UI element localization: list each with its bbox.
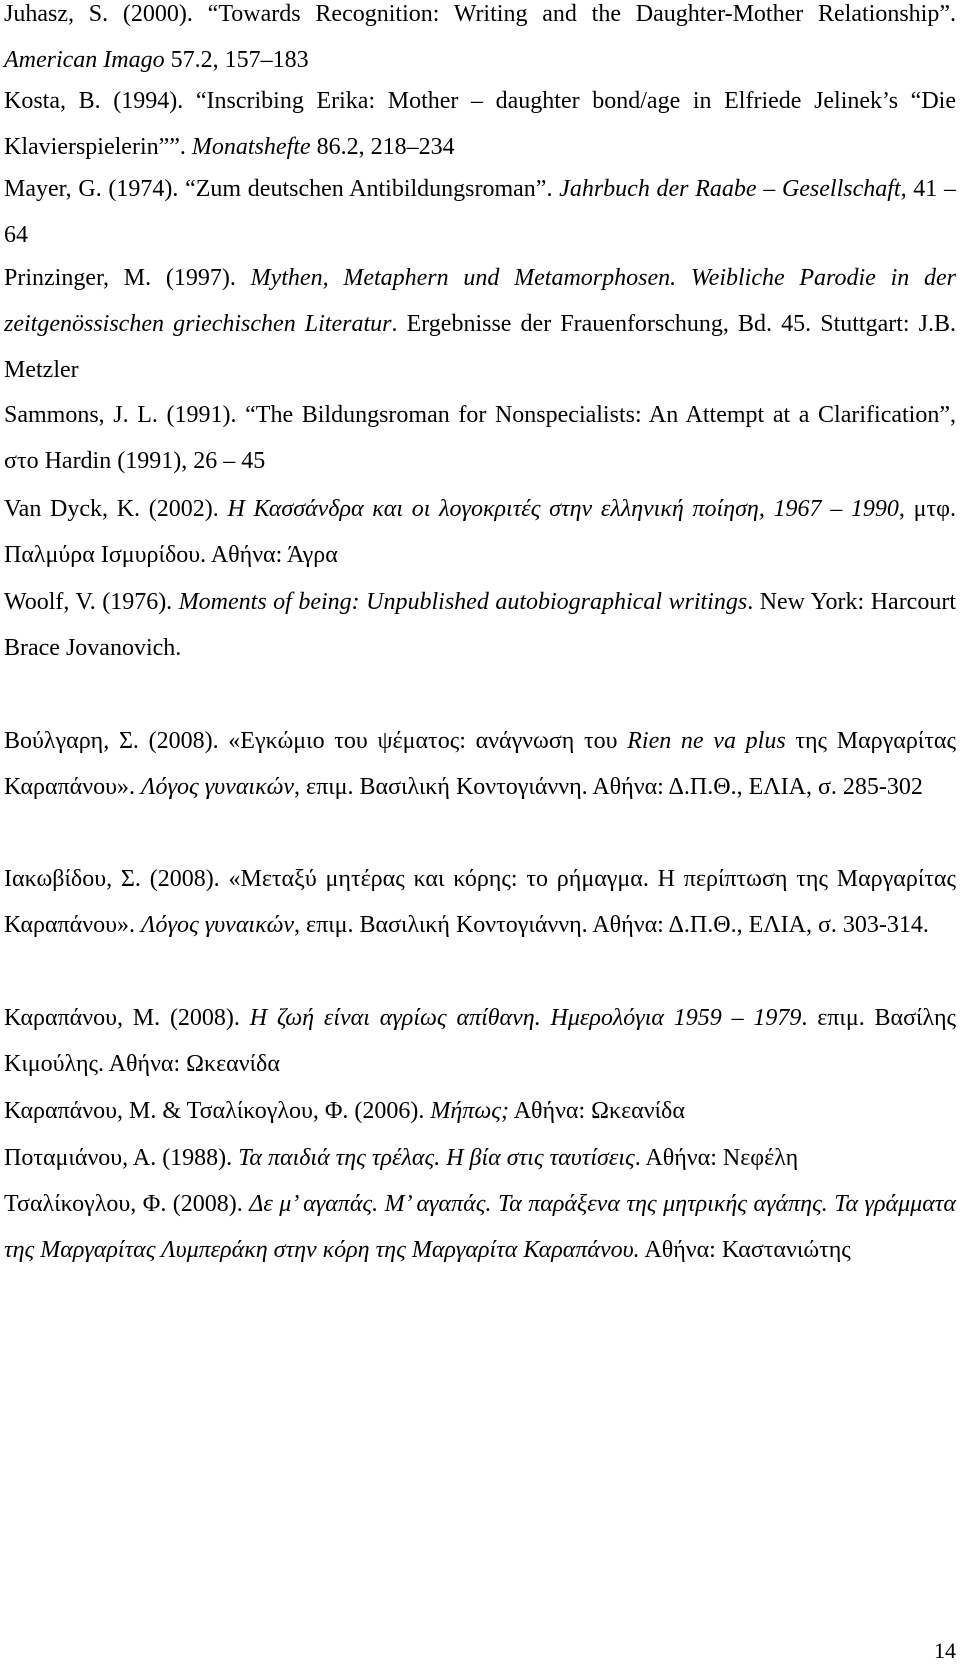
reference-entry: Van Dyck, K. (2002). Η Κασσάνδρα και οι λογοκριτές στην ελληνική ποίηση, 1967 – 1990, μτφ. Παλμύρα Ισμυρίδου. Αθήνα: Άγρα: [4, 496, 956, 568]
reference-entry: Βούλγαρη, Σ. (2008). «Εγκώμιο του ψέματος: ανάγνωση του Rien ne va plus της Μαργαρίτας Καραπάνου». Λόγος γυναικών, επιμ. Βασιλική Κοντογιάννη. Αθήνα: Δ.Π.Θ., ΕΛΙΑ, σ. 285-302: [4, 728, 956, 800]
page-number: 14: [934, 1638, 956, 1663]
reference-entry: Woolf, V. (1976). Moments of being: Unpublished autobiographical writings. New York: Harcourt Brace Jovanovich.: [4, 589, 956, 661]
reference-entry: Ποταμιάνου, Α. (1988). Τα παιδιά της τρέλας. Η βία στις ταυτίσεις. Αθήνα: Νεφέλη: [4, 1145, 799, 1171]
reference-entry: Τσαλίκογλου, Φ. (2008). Δε μ’ αγαπάς. Μ’ αγαπάς. Τα παράξενα της μητρικής αγάπης. Τα γράμματα της Μαργαρίτας Λυμπεράκη στην κόρη της Μαργαρίτα Καραπάνου. Αθήνα: Καστανιώτης: [4, 1191, 956, 1263]
reference-entry: Juhasz, S. (2000). “Towards Recognition: Writing and the Daughter-Mother Relationship”. American Imago 57.2, 157–183: [4, 1, 956, 73]
reference-entry: Ιακωβίδου, Σ. (2008). «Μεταξύ μητέρας και κόρης: το ρήμαγμα. Η περίπτωση της Μαργαρίτας Καραπάνου». Λόγος γυναικών, επιμ. Βασιλική Κοντογιάννη. Αθήνα: Δ.Π.Θ., ΕΛΙΑ, σ. 303-314.: [4, 866, 956, 938]
reference-entry: Καραπάνου, Μ. & Τσαλίκογλου, Φ. (2006). Μήπως; Αθήνα: Ωκεανίδα: [4, 1098, 685, 1124]
reference-entry: Prinzinger, M. (1997). Mythen, Metaphern und Metamorphosen. Weibliche Parodie in der zeitgenössischen griechischen Literatur. Ergebnisse der Frauenforschung, Bd. 45. Stuttgart: J.B. Metzler: [4, 265, 957, 383]
reference-entry: Καραπάνου, Μ. (2008). Η ζωή είναι αγρίως απίθανη. Ημερολόγια 1959 – 1979. επιμ. Βασίλης Κιμούλης. Αθήνα: Ωκεανίδα: [4, 1005, 956, 1077]
reference-entry: Sammons, J. L. (1991). “The Bildungsroman for Nonspecialists: An Attempt at a Clarification”, στο Hardin (1991), 26 – 45: [4, 402, 956, 474]
reference-entry: Kosta, B. (1994). “Inscribing Erika: Mother – daughter bond/age in Elfriede Jelinek’s “Die Klavierspielerin””. Monatshefte 86.2, 218–234: [4, 88, 956, 160]
reference-entry: Mayer, G. (1974). “Zum deutschen Antibildungsroman”. Jahrbuch der Raabe – Gesellschaft, 41 – 64: [4, 176, 957, 248]
